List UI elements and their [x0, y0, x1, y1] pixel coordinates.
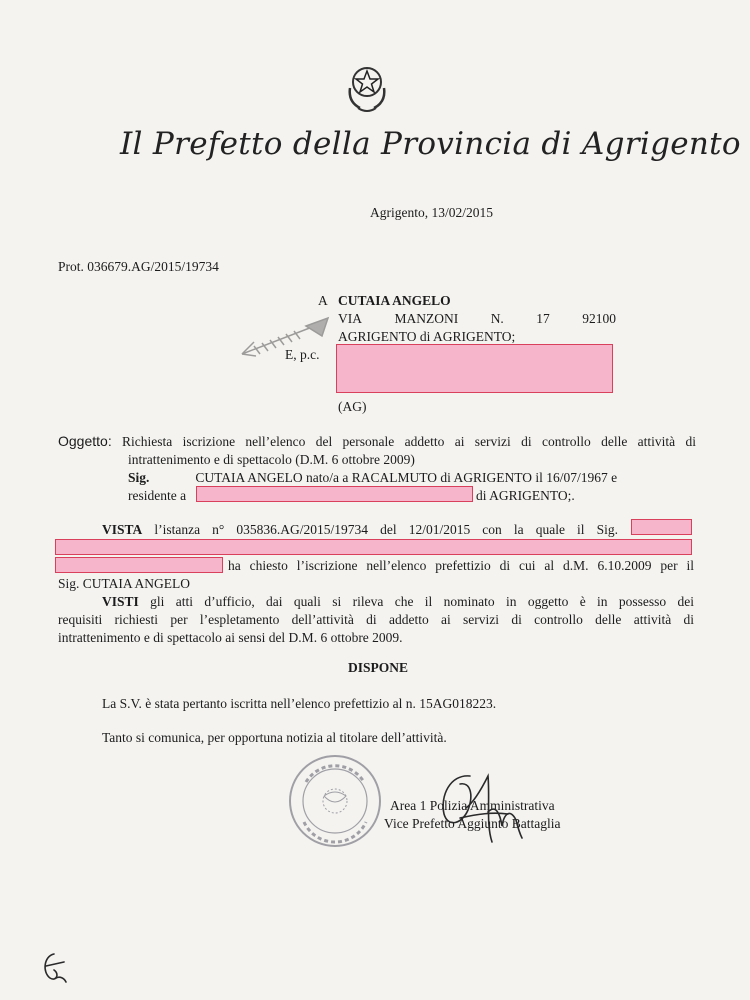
- handwritten-signature-icon: [430, 762, 526, 854]
- redacted-residence: [196, 486, 473, 502]
- visti-line-3: intrattenimento e di spettacolo ai sensi del D.M. 6 ottobre 2009.: [58, 630, 403, 645]
- recipient-city: AGRIGENTO di AGRIGENTO;: [338, 329, 516, 344]
- visti-line-1: VISTI gli atti d’ufficio, dai quali si rileva che il nominato in oggetto è in possesso dei: [102, 594, 695, 609]
- subject-line-2: intrattenimento e di spettacolo (D.M. 6 ottobre 2009): [128, 452, 415, 467]
- prefect-heading: Il Prefetto della Provincia di Agrigento: [120, 126, 741, 162]
- official-stamp-icon: [286, 752, 384, 850]
- subject-line-4-a: residente a: [128, 488, 187, 503]
- redacted-applicant-extra: [55, 557, 223, 573]
- subject-line-3: Sig. CUTAIA ANGELO nato/a a RACALMUTO di AGRIGENTO il 16/07/1967 e: [128, 470, 618, 485]
- signature-office: Area 1 Polizia Amministrativa: [390, 798, 555, 813]
- cc-label: E, p.c.: [285, 347, 320, 362]
- subject-line-4-b: di AGRIGENTO;.: [476, 488, 575, 503]
- closing-line: Tanto si comunica, per opportuna notizia al titolare dell’attività.: [102, 730, 447, 745]
- signature-signer: Vice Prefetto Aggiunto Battaglia: [384, 816, 561, 831]
- vista-line-1: VISTA l’istanza n° 035836.AG/2015/19734 del 12/01/2015 con la quale il Sig.: [102, 522, 618, 537]
- cc-province: (AG): [338, 399, 367, 414]
- redacted-applicant-details: [55, 539, 692, 555]
- vista-line-3: ha chiesto l’iscrizione nell’elenco prefettizio di cui al d.M. 6.10.2009 per il: [228, 558, 694, 573]
- visti-line-2: requisiti richiesti per l’espletamento dell’attività di addetto ai servizi di controllo delle attività di: [58, 612, 694, 627]
- place-date: Agrigento, 13/02/2015: [370, 205, 493, 220]
- vista-line-4: Sig. CUTAIA ANGELO: [58, 576, 191, 591]
- protocol-number: Prot. 036679.AG/2015/19734: [58, 259, 219, 274]
- italian-republic-emblem-icon: [344, 62, 390, 114]
- dispone-heading: DISPONE: [348, 660, 409, 675]
- recipient-name: CUTAIA ANGELO: [338, 293, 451, 308]
- handwritten-initial-icon: [36, 948, 72, 986]
- registration-line: La S.V. è stata pertanto iscritta nell’elenco prefettizio al n. 15AG018223.: [102, 696, 497, 711]
- subject-line-1: Richiesta iscrizione nell’elenco del personale addetto ai servizi di controllo delle attività di: [122, 434, 696, 449]
- recipient-prefix: A: [318, 293, 328, 308]
- redacted-cc-recipient: [336, 344, 613, 393]
- redacted-applicant-name: [631, 519, 692, 535]
- recipient-street: VIA MANZONI N. 17 92100: [338, 311, 616, 326]
- subject-label: Oggetto:: [58, 433, 112, 449]
